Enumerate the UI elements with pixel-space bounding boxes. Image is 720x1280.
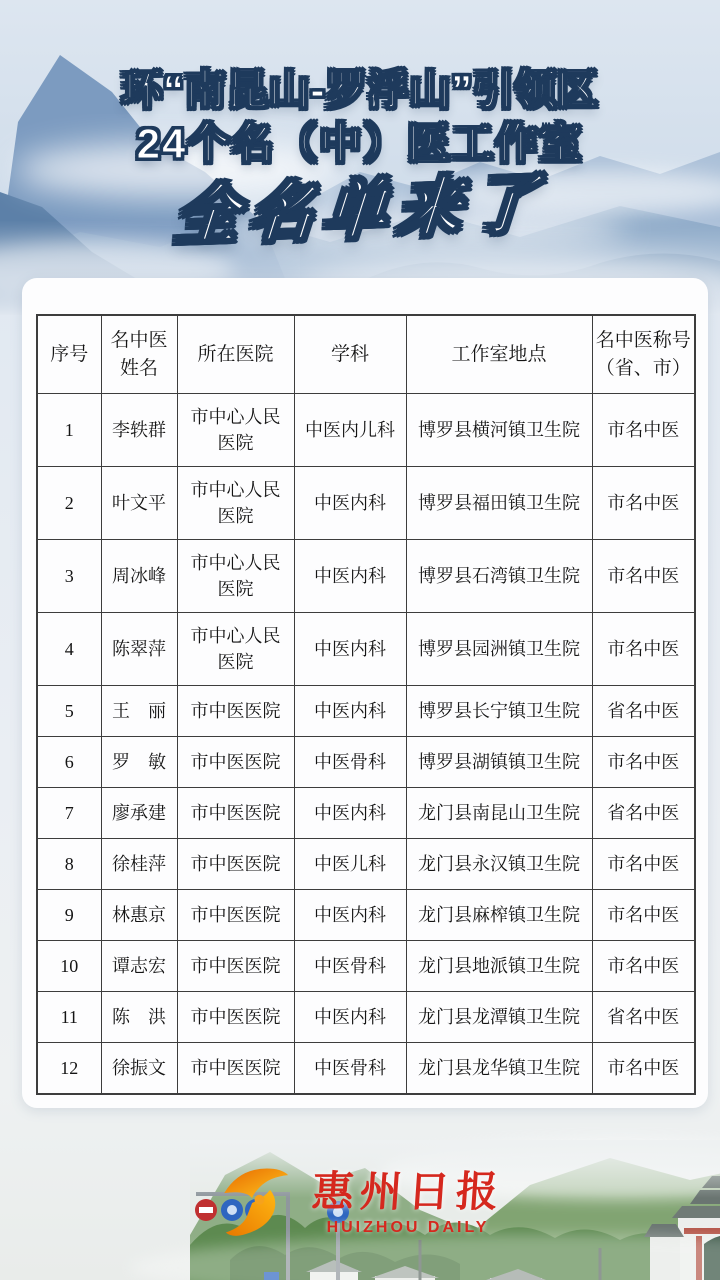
title-line-2: 24个名（中）医工作室 <box>136 119 584 167</box>
table-cell-honor: 市名中医 <box>592 613 695 686</box>
table-cell-index: 1 <box>37 394 101 467</box>
table-row <box>37 737 695 788</box>
table-cell-index: 9 <box>37 890 101 941</box>
table-cell-hospital: 市中心人民医院 <box>177 540 294 613</box>
table-cell-discipline: 中医骨科 <box>294 737 406 788</box>
table-cell-index: 7 <box>37 788 101 839</box>
column-header-name: 名中医姓名 <box>101 315 177 394</box>
table-cell-honor: 市名中医 <box>592 737 695 788</box>
huizhou-daily-logo-icon <box>216 1160 298 1246</box>
table-row <box>37 1043 695 1095</box>
table-cell-hospital: 市中心人民医院 <box>177 613 294 686</box>
table-cell-honor: 省名中医 <box>592 992 695 1043</box>
title-line-1: 环“南昆山-罗浮山”引领区 <box>121 67 599 113</box>
table-cell-location: 龙门县地派镇卫生院 <box>406 941 592 992</box>
table-cell-honor: 市名中医 <box>592 941 695 992</box>
table-cell-index: 11 <box>37 992 101 1043</box>
table-cell-hospital: 市中医医院 <box>177 1043 294 1095</box>
brand-text <box>312 1169 504 1236</box>
table-cell-hospital: 市中医医院 <box>177 839 294 890</box>
table-cell-hospital: 市中医医院 <box>177 788 294 839</box>
table-cell-honor: 市名中医 <box>592 1043 695 1095</box>
table-cell-index: 6 <box>37 737 101 788</box>
brand-name-en: HUIZHOU DAILY <box>326 1218 490 1236</box>
table-row <box>37 941 695 992</box>
table-cell-name: 李轶群 <box>101 394 177 467</box>
brand-name-cn: 惠州日报 <box>310 1168 506 1216</box>
table-cell-location: 博罗县湖镇镇卫生院 <box>406 737 592 788</box>
table-cell-location: 龙门县龙华镇卫生院 <box>406 1043 592 1095</box>
table-cell-index: 4 <box>37 613 101 686</box>
table-cell-discipline: 中医儿科 <box>294 839 406 890</box>
table-cell-name: 陈 洪 <box>101 992 177 1043</box>
table-body <box>37 394 695 1095</box>
table-cell-location: 龙门县龙潭镇卫生院 <box>406 992 592 1043</box>
table-cell-hospital: 市中医医院 <box>177 941 294 992</box>
table-row <box>37 839 695 890</box>
table-cell-location: 龙门县永汉镇卫生院 <box>406 839 592 890</box>
table-cell-honor: 市名中医 <box>592 890 695 941</box>
table-cell-honor: 市名中医 <box>592 540 695 613</box>
column-header-location: 工作室地点 <box>406 315 592 394</box>
table-cell-discipline: 中医内科 <box>294 788 406 839</box>
table-cell-location: 博罗县长宁镇卫生院 <box>406 686 592 737</box>
table-cell-hospital: 市中医医院 <box>177 686 294 737</box>
table-cell-location: 博罗县园洲镇卫生院 <box>406 613 592 686</box>
title-block <box>0 67 720 253</box>
table-cell-hospital: 市中医医院 <box>177 890 294 941</box>
table-cell-name: 周冰峰 <box>101 540 177 613</box>
column-header-discipline: 学科 <box>294 315 406 394</box>
table-row <box>37 686 695 737</box>
doctors-table <box>36 314 696 1095</box>
table-cell-index: 12 <box>37 1043 101 1095</box>
table-cell-index: 10 <box>37 941 101 992</box>
table-panel <box>22 278 708 1108</box>
table-cell-name: 叶文平 <box>101 467 177 540</box>
table-cell-location: 博罗县福田镇卫生院 <box>406 467 592 540</box>
table-cell-name: 陈翠萍 <box>101 613 177 686</box>
table-row <box>37 394 695 467</box>
table-cell-index: 2 <box>37 467 101 540</box>
table-cell-discipline: 中医内科 <box>294 890 406 941</box>
table-row <box>37 890 695 941</box>
table-cell-name: 徐振文 <box>101 1043 177 1095</box>
table-cell-location: 博罗县横河镇卫生院 <box>406 394 592 467</box>
table-row <box>37 467 695 540</box>
title-line-3: 全名单来了 <box>171 167 549 253</box>
table-row <box>37 613 695 686</box>
footer-brand <box>0 1160 720 1246</box>
table-cell-index: 3 <box>37 540 101 613</box>
table-cell-name: 徐桂萍 <box>101 839 177 890</box>
table-cell-honor: 市名中医 <box>592 394 695 467</box>
table-cell-discipline: 中医内儿科 <box>294 394 406 467</box>
table-cell-hospital: 市中心人民医院 <box>177 394 294 467</box>
table-row <box>37 992 695 1043</box>
table-cell-honor: 市名中医 <box>592 467 695 540</box>
table-cell-discipline: 中医内科 <box>294 686 406 737</box>
table-row <box>37 788 695 839</box>
table-cell-name: 罗 敏 <box>101 737 177 788</box>
table-cell-location: 龙门县麻榨镇卫生院 <box>406 890 592 941</box>
table-cell-hospital: 市中医医院 <box>177 992 294 1043</box>
table-cell-honor: 省名中医 <box>592 686 695 737</box>
table-cell-discipline: 中医内科 <box>294 992 406 1043</box>
column-header-hospital: 所在医院 <box>177 315 294 394</box>
table-cell-honor: 省名中医 <box>592 788 695 839</box>
table-cell-name: 王 丽 <box>101 686 177 737</box>
table-cell-location: 博罗县石湾镇卫生院 <box>406 540 592 613</box>
table-cell-name: 谭志宏 <box>101 941 177 992</box>
table-cell-honor: 市名中医 <box>592 839 695 890</box>
table-cell-discipline: 中医内科 <box>294 540 406 613</box>
table-cell-discipline: 中医内科 <box>294 467 406 540</box>
table-cell-hospital: 市中心人民医院 <box>177 467 294 540</box>
table-cell-discipline: 中医骨科 <box>294 941 406 992</box>
table-header-row <box>37 315 695 394</box>
table-cell-discipline: 中医骨科 <box>294 1043 406 1095</box>
table-row <box>37 540 695 613</box>
table-cell-location: 龙门县南昆山卫生院 <box>406 788 592 839</box>
table-cell-discipline: 中医内科 <box>294 613 406 686</box>
column-header-honor: 名中医称号（省、市） <box>592 315 695 394</box>
table-cell-name: 林惠京 <box>101 890 177 941</box>
table-cell-name: 廖承建 <box>101 788 177 839</box>
table-cell-index: 5 <box>37 686 101 737</box>
table-cell-hospital: 市中医医院 <box>177 737 294 788</box>
table-cell-index: 8 <box>37 839 101 890</box>
column-header-index: 序号 <box>37 315 101 394</box>
